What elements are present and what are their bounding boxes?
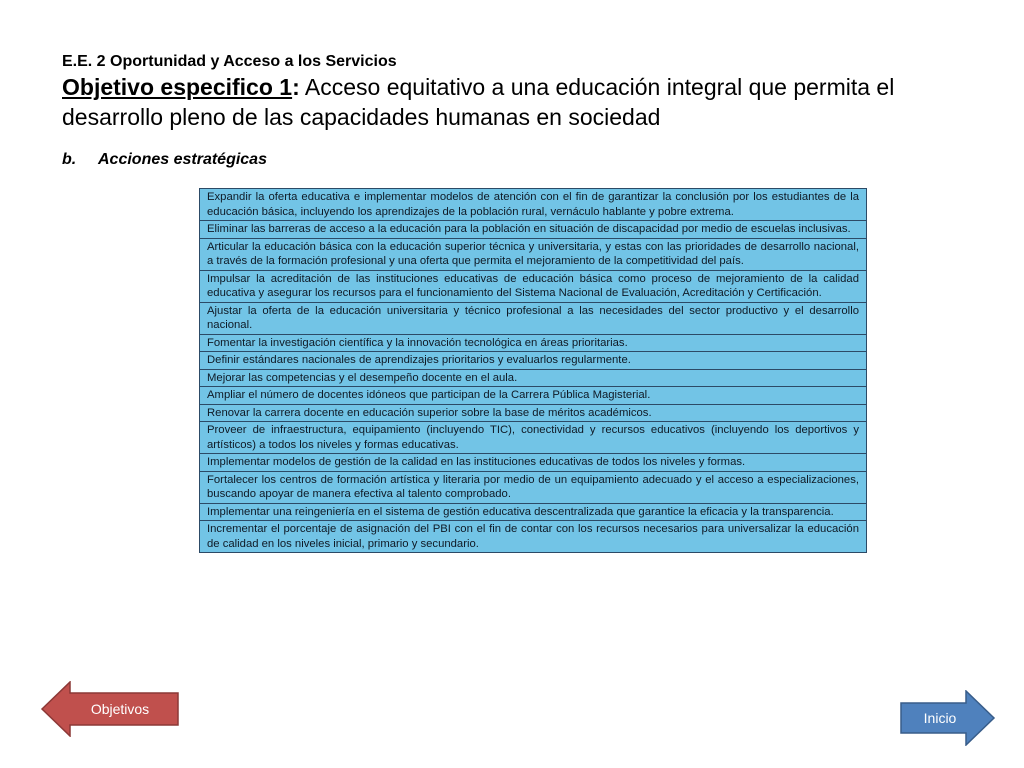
- objective-text: Acceso equitativo a una educación integral que permita el desarrollo pleno de las capacidades humanas en sociedad: [62, 74, 895, 130]
- objective-colon: :: [292, 74, 300, 100]
- action-cell: Definir estándares nacionales de aprendizajes prioritarios y evaluarlos regularmente.: [200, 352, 867, 370]
- table-row: [200, 221, 867, 239]
- action-cell: Mejorar las competencias y el desempeño docente en el aula.: [200, 369, 867, 387]
- action-cell: Incrementar el porcentaje de asignación del PBI con el fin de contar con los recursos necesarios para universalizar la educación de calidad en los niveles inicial, primario y secundario.: [200, 521, 867, 553]
- table-row: [200, 334, 867, 352]
- slide-header: [62, 52, 982, 132]
- table-row: [200, 422, 867, 454]
- strategic-actions-table: [199, 188, 867, 553]
- action-cell: Ajustar la oferta de la educación universitaria y técnico profesional a las necesidades del sector productivo y el desarrollo nacional.: [200, 302, 867, 334]
- action-cell: Implementar una reingeniería en el sistema de gestión educativa descentralizada que garantice la eficacia y la transparencia.: [200, 503, 867, 521]
- action-cell: Eliminar las barreras de acceso a la educación para la población en situación de discapacidad por medio de escuelas inclusivas.: [200, 221, 867, 239]
- objetivos-button-label: Objetivos: [90, 701, 150, 717]
- table-row: [200, 302, 867, 334]
- section-marker: b.: [62, 151, 77, 168]
- action-cell: Fomentar la investigación científica y la innovación tecnológica en áreas prioritarias.: [200, 334, 867, 352]
- table-row: [200, 352, 867, 370]
- section-heading: [62, 150, 267, 170]
- table-row: [200, 471, 867, 503]
- table-row: [200, 369, 867, 387]
- action-cell: Impulsar la acreditación de las instituciones educativas de educación básica como proceso de mejoramiento de la calidad educativa y asegurar los recursos para el funcionamiento del Sistema Nacional de Evaluación, Acreditación y Certificación.: [200, 270, 867, 302]
- objective-statement: [62, 72, 982, 132]
- section-title: Acciones estratégicas: [98, 151, 267, 168]
- action-cell: Ampliar el número de docentes idóneos que participan de la Carrera Pública Magisterial.: [200, 387, 867, 405]
- inicio-button-label: Inicio: [923, 710, 957, 726]
- action-cell: Articular la educación básica con la educación superior técnica y universitaria, y estas con las prioridades de desarrollo nacional, a través de la formación profesional y una oferta que permita el mejoramiento de la competitividad del país.: [200, 238, 867, 270]
- objetivos-back-button[interactable]: [40, 681, 180, 737]
- inicio-home-button[interactable]: [900, 690, 996, 746]
- table-row: [200, 404, 867, 422]
- objective-label: Objetivo especifico 1: [62, 74, 293, 100]
- table-row: [200, 189, 867, 221]
- table-row: [200, 387, 867, 405]
- action-cell: Proveer de infraestructura, equipamiento (incluyendo TIC), conectividad y recursos educativos (incluyendo los deportivos y artísticos) a todos los niveles y formas educativas.: [200, 422, 867, 454]
- table-row: [200, 454, 867, 472]
- action-cell: Renovar la carrera docente en educación superior sobre la base de méritos académicos.: [200, 404, 867, 422]
- table-row: [200, 521, 867, 553]
- table-row: [200, 503, 867, 521]
- table-row: [200, 270, 867, 302]
- strategic-axis-title: E.E. 2 Oportunidad y Acceso a los Servicios: [62, 53, 397, 70]
- action-cell: Expandir la oferta educativa e implementar modelos de atención con el fin de garantizar la conclusión por los estudiantes de la educación básica, incluyendo los aprendizajes de la población rural, vernáculo hablante y pobre extrema.: [200, 189, 867, 221]
- action-cell: Fortalecer los centros de formación artística y literaria por medio de un equipamiento adecuado y el acceso a especializaciones, buscando apoyar de manera efectiva al talento comprobado.: [200, 471, 867, 503]
- table-row: [200, 238, 867, 270]
- action-cell: Implementar modelos de gestión de la calidad en las instituciones educativas de todos los niveles y formas.: [200, 454, 867, 472]
